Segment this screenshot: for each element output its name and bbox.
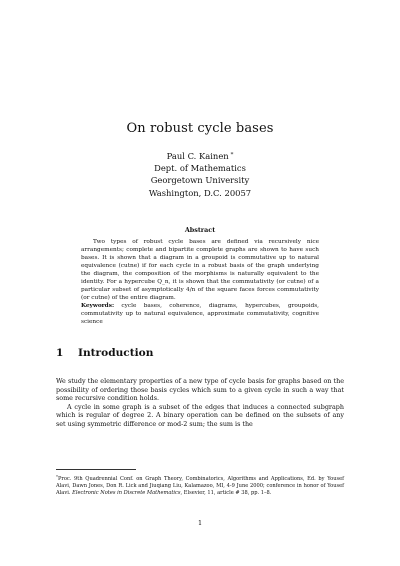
section-number: 1 xyxy=(56,347,64,359)
page-number: 1 xyxy=(197,519,203,527)
abstract-heading: Abstract xyxy=(184,226,216,234)
affiliation-line: Georgetown University xyxy=(150,175,250,186)
keywords-text: cycle bases, coherence, diagrams, hypercubes, groupoids, commutativity up to natural equivalence, approximate commutativity, cognitive science xyxy=(81,303,320,326)
footnote-journal: Electronic Notes in Discrete Mathematics xyxy=(72,490,181,496)
affiliation-line: Dept. of Mathematics xyxy=(154,163,246,174)
keywords-label: Keywords: xyxy=(81,303,115,310)
abstract-text: Two types of robust cycle bases are defined via recursively nice arrangements; complete and bipartite complete graphs are shown to have such bases. It is shown that a diagram in a groupoid is commutative up to natural equivalence (cutne) if for each cycle in a robust basis of the graph underlying the diagram, the composition of the morphisms is naturally equivalent to the identity. For a hypercube Q_n, it is shown that the commutativity (or cutne) of a particular subset of asymptotically 4/n of the square faces forces commutativity (or cutne) of the entire diagram. xyxy=(81,239,319,302)
footnote-text: Proc. 9th Quadrennial Conf. on Graph Theory, Combinatorics, Algorithms and Applications, Ed. by Yousef Alavi, Dawn Jones, Don R. Lick and Jiuqiang Liu, Kalamazoo, MI, 4-9 June 2000; conference in honor of Yousef Alavi. xyxy=(56,476,344,496)
body-paragraph: We study the elementary properties of a new type of cycle basis for graphs based on the possibility of ordering those basis cycles which sum to a given cycle in such a way that some recursive condition holds. xyxy=(56,377,344,403)
footnote-rule xyxy=(56,469,136,470)
affiliation-line: Washington, D.C. 20057 xyxy=(148,187,252,198)
author-name-text: Paul C. Kainen xyxy=(166,151,229,161)
author-block xyxy=(0,149,400,199)
footnote-mark: * xyxy=(56,474,58,479)
keywords xyxy=(81,302,319,326)
paper-title: On robust cycle bases xyxy=(126,121,274,136)
section-heading xyxy=(56,347,356,359)
footnote xyxy=(56,473,344,497)
abstract xyxy=(81,238,319,327)
footnote-text-end: , Elsevier, 11, article # 38, pp. 1–8. xyxy=(180,490,272,496)
author-footnote-mark: * xyxy=(230,152,234,158)
author-name xyxy=(0,149,400,162)
body-text xyxy=(56,377,344,429)
section-title: Introduction xyxy=(78,347,154,359)
body-paragraph: A cycle in some graph is a subset of the edges that induces a connected subgraph which is regular of degree 2. A binary operation can be defined on the subsets of any set using symmetric difference or mod-2 sum; the sum is the xyxy=(56,402,344,428)
